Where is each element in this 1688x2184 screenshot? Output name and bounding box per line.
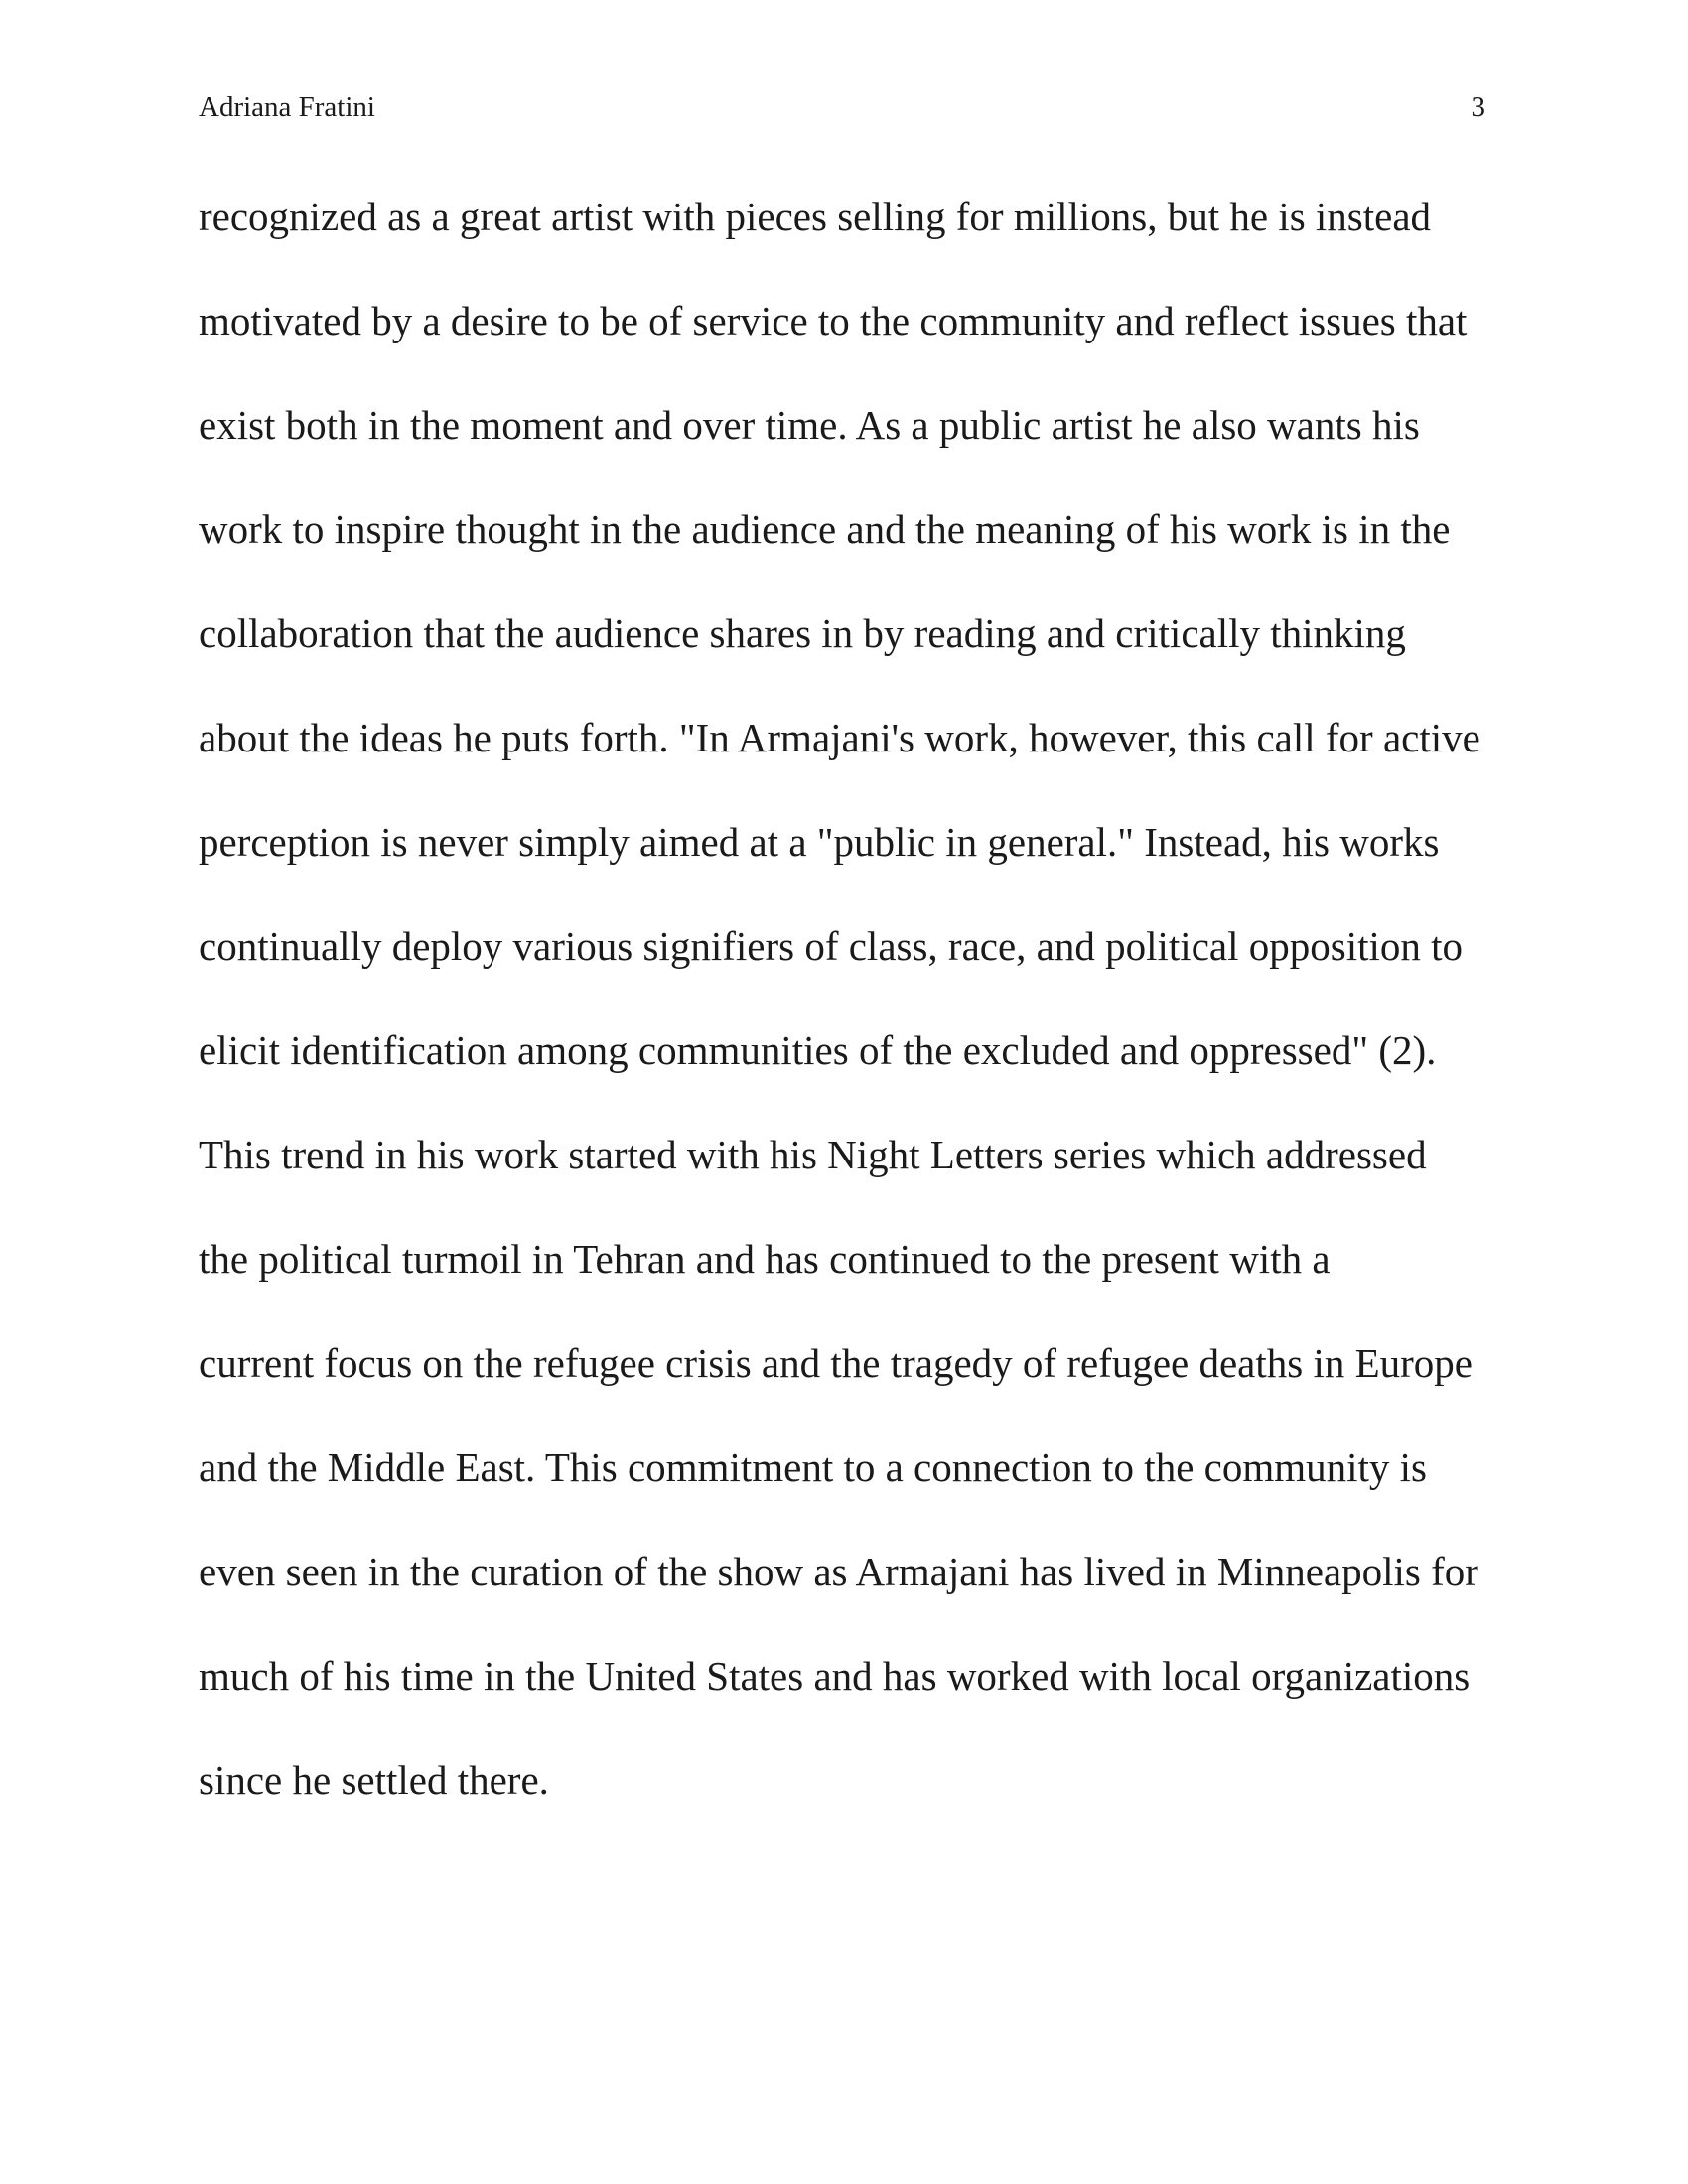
text-line: This trend in his work started with his Night Letters series which addressed [199, 1132, 1427, 1177]
page-header [199, 91, 1485, 131]
text-line: even seen in the curation of the show as Armajani has lived in Minneapolis for [199, 1549, 1478, 1594]
text-line: since he settled there. [199, 1757, 549, 1803]
text-line: much of his time in the United States and has worked with local organizations [199, 1653, 1471, 1699]
text-line: and the Middle East. This commitment to a connection to the community is [199, 1444, 1428, 1490]
text-line: the political turmoil in Tehran and has continued to the present with a [199, 1236, 1331, 1282]
text-line: motivated by a desire to be of service to the community and reflect issues that [199, 298, 1468, 343]
author-name: Adriana Fratini [199, 91, 375, 123]
text-line: perception is never simply aimed at a "public in general." Instead, his works [199, 819, 1440, 865]
body-paragraph [199, 179, 1509, 1846]
text-line: elicit identification among communities of the excluded and oppressed" (2). [199, 1027, 1437, 1073]
text-line: continually deploy various signifiers of class, race, and political opposition to [199, 923, 1464, 969]
text-line: exist both in the moment and over time. As a public artist he also wants his [199, 402, 1420, 448]
text-line: collaboration that the audience shares in by reading and critically thinking [199, 611, 1406, 656]
page-number: 3 [1471, 91, 1485, 123]
text-line: recognized as a great artist with pieces selling for millions, but he is instead [199, 194, 1432, 239]
text-line: current focus on the refugee crisis and the tragedy of refugee deaths in Europe [199, 1340, 1473, 1386]
text-line: work to inspire thought in the audience and the meaning of his work is in the [199, 506, 1451, 552]
text-line: about the ideas he puts forth. "In Armajani's work, however, this call for active [199, 715, 1480, 760]
